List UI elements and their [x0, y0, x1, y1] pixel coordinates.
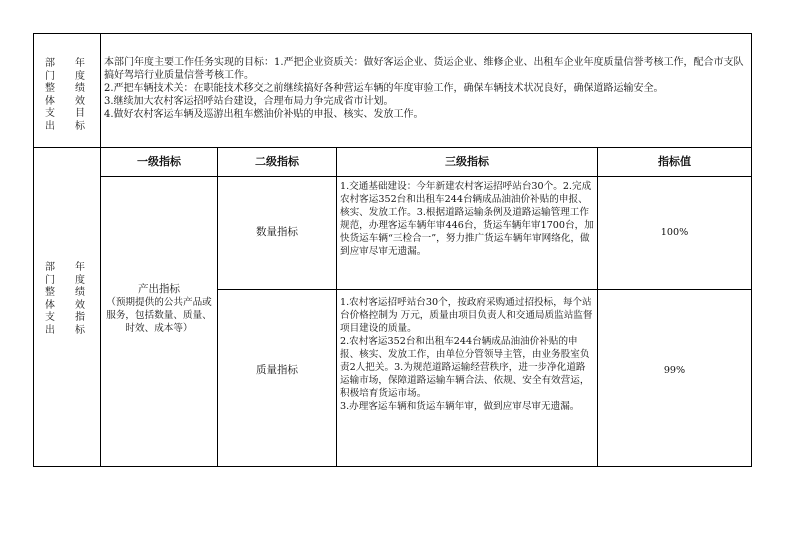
level1-title: 产出指标: [138, 283, 180, 295]
header-value: 指标值: [658, 155, 691, 168]
row2-value: 99%: [663, 365, 686, 376]
row1-level3: 1.交通基础建设：今年新建农村客运招呼站台30个。2.完成农村客运352台和出租车244台辆成品油油价补贴的申报、核实、发放工作。3.根据道路运输条例及道路运输管理工作规范，办理客运车辆年审446台，货运车辆年审1700台，加快货运车辆“三检合一”，努力推广货运车辆年审网络化，做到应审尽审无遗漏。: [340, 181, 594, 257]
row2-level3: 1.农村客运招呼站台30个，按政府采购通过招投标，每个站台价格控制为 万元，质量由项目负责人和交通局质监站监督项目建设的质量。 2.农村客运352台和出租车244台辆成品油油价补贴的申报、核实、发放工作，由单位分管领导主管，由业务股室负责2人把关。3.为规范道路运输经营秩序，进一步净化道路运输市场，保障道路运输车辆合法、依规、安全有效营运，积极培育货运市场。 3.办理客运车辆和货运车辆年审，做到应审尽审无遗漏。: [340, 297, 593, 412]
section2-label-left: 部门整体支出: [45, 262, 55, 336]
table-border-top: [33, 33, 752, 34]
goal-item-2: 2.严把车辆技术关：在职能技术移交之前继续搞好各种营运车辆的年度审验工作，确保车辆技术状况良好，确保道路运输安全。: [104, 83, 664, 94]
col-divider-1: [217, 147, 218, 467]
section1-label-right: 年度绩效目标: [75, 58, 85, 132]
row2-level2: 质量指标: [256, 364, 298, 376]
col-divider-2: [336, 147, 337, 467]
header-level1: 一级指标: [137, 155, 181, 168]
goal-item-1: 本部门年度主要工作任务实现的目标：1.严把企业资质关：做好客运企业、货运企业、维修企业、出租车企业年度质量信誉考核工作，配合市支队搞好驾培行业质量信誉考核工作。: [104, 57, 744, 81]
level1-note: （预期提供的公共产品或服务，包括数量、质量、时效、成本等）: [106, 297, 212, 334]
annual-goals-text: [104, 56, 748, 121]
header-row-divider: [100, 176, 752, 177]
header-level2: 二级指标: [255, 155, 299, 168]
row-divider: [217, 289, 752, 290]
label-col-divider: [100, 33, 101, 467]
section2-label-right: 年度绩效指标: [75, 262, 85, 336]
table-border-right: [751, 33, 752, 467]
header-level3: 三级指标: [445, 155, 489, 168]
table-border-bottom: [33, 466, 752, 467]
goal-item-4: 4.做好农村客运车辆及巡游出租车燃油价补贴的申报、核实、发放工作。: [104, 109, 424, 120]
level1-cell: [103, 282, 215, 335]
col-divider-3: [597, 147, 598, 467]
goal-item-3: 3.继续加大农村客运招呼站台建设，合理布局力争完成省市计划。: [104, 96, 394, 107]
row1-level2: 数量指标: [256, 226, 298, 238]
row1-value: 100%: [660, 227, 689, 238]
table-border-left: [33, 33, 34, 467]
section-divider: [33, 147, 752, 148]
section1-label-left: 部门整体支出: [45, 58, 55, 132]
